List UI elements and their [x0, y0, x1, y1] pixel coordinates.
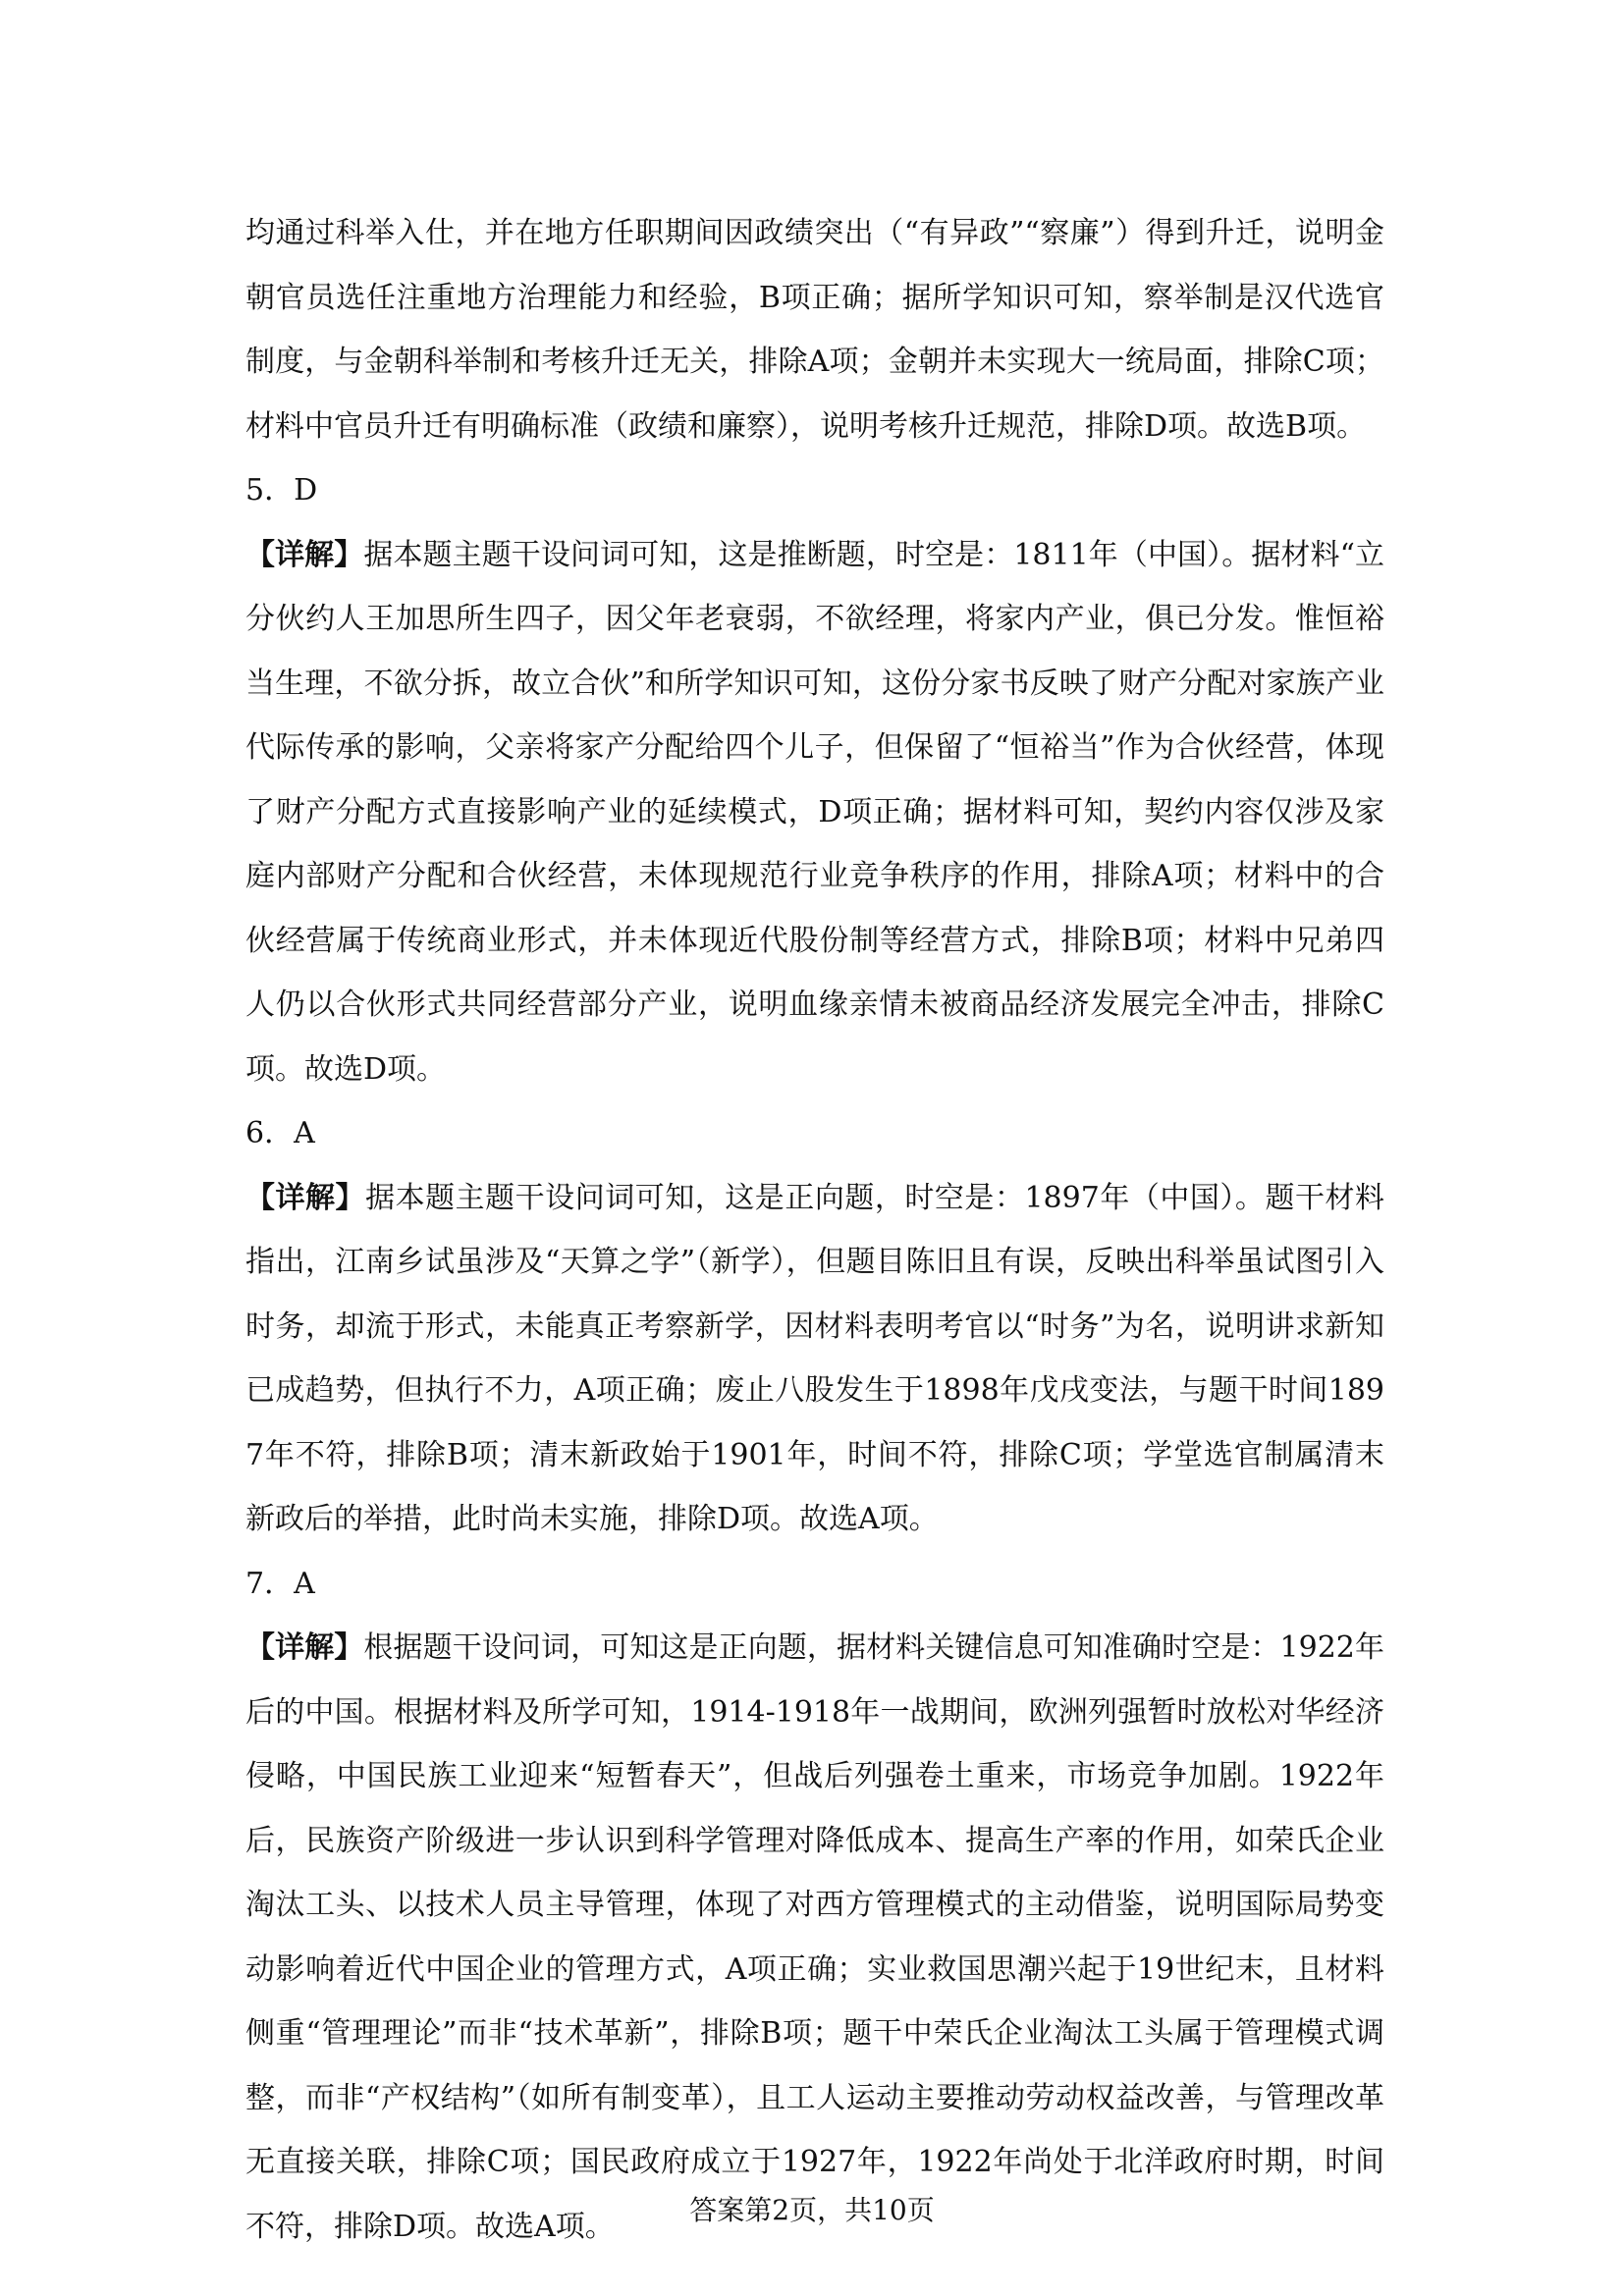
intro-paragraph: 均通过科举入仕，并在地方任职期间因政绩突出（“有异政”“察廉”）得到升迁，说明金朝官员选任注重地方治理能力和经验，B项正确；据所学知识可知，察举制是汉代选官制度，与金朝科举制和考核升迁无关，排除A项；金朝并未实现大一统局面，排除C项；材料中官员升迁有明确标准（政绩和廉察），说明考核升迁规范，排除D项。故选B项。 — [245, 216, 1384, 444]
answer-item-7 — [245, 1552, 1384, 2260]
explanation-text: 据本题主题干设问词可知，这是推断题，时空是：1811年（中国）。据材料“立分伙约人王加思所生四子，因父年老衰弱，不欲经理，将家内产业，俱已分发。惟恒裕当生理，不欲分拆，故立合伙”和所学知识可知，这份分家书反映了财产分配对家族产业代际传承的影响，父亲将家产分配给四个儿子，但保留了“恒裕当”作为合伙经营，体现了财产分配方式直接影响产业的延续模式，D项正确；据材料可知，契约内容仅涉及家庭内部财产分配和合伙经营，未体现规范行业竞争秩序的作用，排除A项；材料中的合伙经营属于传统商业形式，并未体现近代股份制等经营方式，排除B项；材料中兄弟四人仍以合伙形式共同经营部分产业，说明血缘亲情未被商品经济发展完全冲击，排除C项。故选D项。 — [245, 537, 1384, 1087]
explanation-text: 根据题干设问词，可知这是正向题，据材料关键信息可知准确时空是：1922年后的中国。根据材料及所学可知，1914-1918年一战期间，欧洲列强暂时放松对华经济侵略，中国民族工业迎来“短暂春天”，但战后列强卷土重来，市场竞争加剧。1922年后，民族资产阶级进一步认识到科学管理对降低成本、提高生产率的作用，如荣氏企业淘汰工头、以技术人员主导管理，体现了对西方管理模式的主动借鉴，说明国际局势变动影响着近代中国企业的管理方式，A项正确；实业救国思潮兴起于19世纪末，且材料侧重“管理理论”而非“技术革新”，排除B项；题干中荣氏企业淘汰工头属于管理模式调整，而非“产权结构”（如所有制变革），且工人运动主要推动劳动权益改善，与管理改革无直接关联，排除C项；国民政府成立于1927年，1922年尚处于北洋政府时期，时间不符，排除D项。故选A项。 — [245, 1630, 1384, 2244]
explanation-text: 据本题主题干设问词可知，这是正向题，时空是：1897年（中国）。题干材料指出，江南乡试虽涉及“天算之学”（新学），但题目陈旧且有误，反映出科举虽试图引入时务，却流于形式，未能真正考察新学，因材料表明考官以“时务”为名，说明讲求新知已成趋势，但执行不力，A项正确；废止八股发生于1898年戊戌变法，与题干时间1897年不符，排除B项；清末新政始于1901年，时间不符，排除C项；学堂选官制属清末新政后的举措，此时尚未实施，排除D项。故选A项。 — [245, 1180, 1384, 1536]
page-footer: 答案第2页，共10页 — [689, 2194, 935, 2226]
explanation-paragraph — [245, 1616, 1384, 2259]
answer-label: 5．D — [245, 473, 318, 507]
detail-tag: 【详解】 — [245, 1180, 366, 1215]
answer-label: 6．A — [245, 1116, 315, 1150]
answer-item-5 — [245, 458, 1384, 1101]
explanation-paragraph — [245, 523, 1384, 1102]
document-body — [245, 201, 1384, 2259]
detail-tag: 【详解】 — [245, 1630, 364, 1665]
explanation-paragraph — [245, 1166, 1384, 1552]
answer-item-6 — [245, 1101, 1384, 1552]
answer-label: 7．A — [245, 1566, 315, 1601]
detail-tag: 【详解】 — [245, 537, 364, 572]
